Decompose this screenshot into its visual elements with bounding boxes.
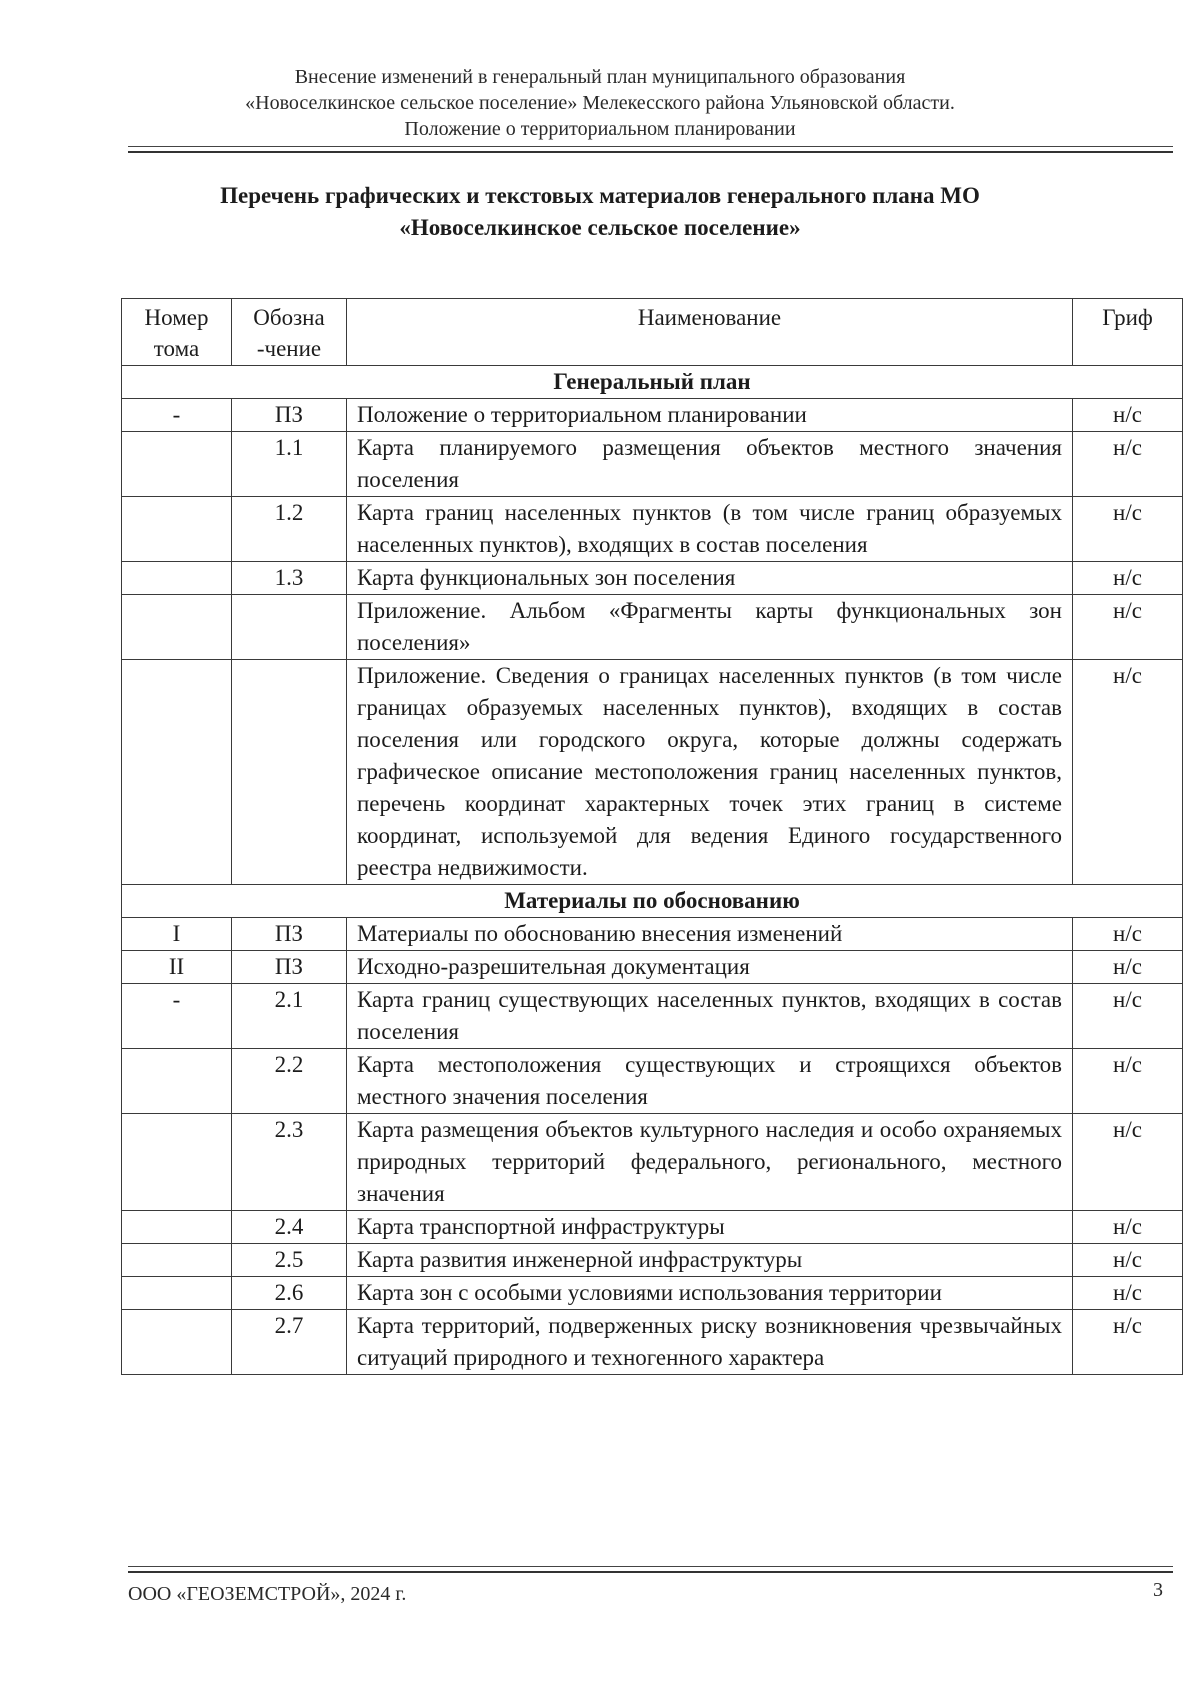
name-cell: Карта территорий, подверженных риску возникновения чрезвычайных ситуаций природного и техногенного характера xyxy=(347,1310,1073,1375)
section-justification-row xyxy=(122,885,1183,918)
header-designation-line-1: Обозна xyxy=(253,305,325,330)
stamp-cell: н/с xyxy=(1073,984,1183,1049)
table-row xyxy=(122,1211,1183,1244)
name-cell: Карта транспортной инфраструктуры xyxy=(347,1211,1073,1244)
name-cell: Приложение. Сведения о границах населенных пунктов (в том числе границах образуемых населенных пунктов), входящих в состав поселения или городского округа, которые должны содержать графическое описание местоположения границ населенных пунктов, перечень координат характерных точек этих границ в системе координат, используемой для ведения Единого государственного реестра недвижимости. xyxy=(347,660,1073,885)
volume-cell: II xyxy=(122,951,232,984)
name-cell: Карта границ населенных пунктов (в том числе границ образуемых населенных пунктов), входящих в состав поселения xyxy=(347,497,1073,562)
footer-rule xyxy=(128,1566,1173,1573)
name-cell: Карта зон с особыми условиями использования территории xyxy=(347,1277,1073,1310)
title-line-1: Перечень графических и текстовых материалов генерального плана МО xyxy=(220,183,980,208)
stamp-cell: н/с xyxy=(1073,1277,1183,1310)
stamp-cell: н/с xyxy=(1073,951,1183,984)
table-row xyxy=(122,432,1183,497)
table-row xyxy=(122,497,1183,562)
designation-cell: 2.7 xyxy=(232,1310,347,1375)
designation-cell: 2.1 xyxy=(232,984,347,1049)
stamp-cell: н/с xyxy=(1073,432,1183,497)
stamp-cell: н/с xyxy=(1073,595,1183,660)
volume-cell xyxy=(122,1211,232,1244)
section-general-plan-heading: Генеральный план xyxy=(122,366,1183,399)
table-row xyxy=(122,984,1183,1049)
volume-cell: - xyxy=(122,984,232,1049)
volume-cell: - xyxy=(122,399,232,432)
table-row xyxy=(122,660,1183,885)
name-cell: Материалы по обоснованию внесения изменений xyxy=(347,918,1073,951)
volume-cell xyxy=(122,1277,232,1310)
designation-cell: ПЗ xyxy=(232,951,347,984)
stamp-cell: н/с xyxy=(1073,399,1183,432)
stamp-cell: н/с xyxy=(1073,497,1183,562)
header-stamp: Гриф xyxy=(1073,299,1183,366)
name-cell: Карта границ существующих населенных пунктов, входящих в состав поселения xyxy=(347,984,1073,1049)
header-line-2: «Новоселкинское сельское поселение» Мелекесского района Ульяновской области. xyxy=(245,92,955,114)
section-general-plan-row xyxy=(122,366,1183,399)
header-volume xyxy=(122,299,232,366)
designation-cell: 2.3 xyxy=(232,1114,347,1211)
table-row xyxy=(122,399,1183,432)
running-header xyxy=(100,64,1100,142)
name-cell: Карта функциональных зон поселения xyxy=(347,562,1073,595)
table-row xyxy=(122,595,1183,660)
volume-cell xyxy=(122,1244,232,1277)
stamp-cell: н/с xyxy=(1073,1211,1183,1244)
designation-cell: 2.4 xyxy=(232,1211,347,1244)
section-justification-heading: Материалы по обоснованию xyxy=(122,885,1183,918)
name-cell: Карта местоположения существующих и строящихся объектов местного значения поселения xyxy=(347,1049,1073,1114)
name-cell: Исходно-разрешительная документация xyxy=(347,951,1073,984)
header-rule xyxy=(128,146,1173,153)
volume-cell: I xyxy=(122,918,232,951)
stamp-cell: н/с xyxy=(1073,1310,1183,1375)
table-row xyxy=(122,562,1183,595)
document-title xyxy=(100,180,1100,244)
name-cell: Карта развития инженерной инфраструктуры xyxy=(347,1244,1073,1277)
name-cell: Карта планируемого размещения объектов местного значения поселения xyxy=(347,432,1073,497)
header-line-3: Положение о территориальном планировании xyxy=(404,118,796,140)
volume-cell xyxy=(122,1310,232,1375)
designation-cell: ПЗ xyxy=(232,399,347,432)
designation-cell xyxy=(232,595,347,660)
volume-cell xyxy=(122,562,232,595)
designation-cell: 1.3 xyxy=(232,562,347,595)
table-row xyxy=(122,951,1183,984)
table-row xyxy=(122,1049,1183,1114)
designation-cell: 2.6 xyxy=(232,1277,347,1310)
volume-cell xyxy=(122,432,232,497)
volume-cell xyxy=(122,1049,232,1114)
designation-cell: 1.2 xyxy=(232,497,347,562)
name-cell: Положение о территориальном планировании xyxy=(347,399,1073,432)
name-cell: Карта размещения объектов культурного наследия и особо охраняемых природных территорий федерального, регионального, местного значения xyxy=(347,1114,1073,1211)
header-line-1: Внесение изменений в генеральный план муниципального образования xyxy=(294,66,906,88)
designation-cell: 2.2 xyxy=(232,1049,347,1114)
volume-cell xyxy=(122,660,232,885)
volume-cell xyxy=(122,595,232,660)
table-row xyxy=(122,1277,1183,1310)
designation-cell xyxy=(232,660,347,885)
header-volume-line-2: тома xyxy=(153,336,200,361)
designation-cell: ПЗ xyxy=(232,918,347,951)
designation-cell: 1.1 xyxy=(232,432,347,497)
header-name: Наименование xyxy=(347,299,1073,366)
header-volume-line-1: Номер xyxy=(144,305,209,330)
table-row xyxy=(122,1244,1183,1277)
volume-cell xyxy=(122,1114,232,1211)
volume-cell xyxy=(122,497,232,562)
designation-cell: 2.5 xyxy=(232,1244,347,1277)
name-cell: Приложение. Альбом «Фрагменты карты функциональных зон поселения» xyxy=(347,595,1073,660)
stamp-cell: н/с xyxy=(1073,1244,1183,1277)
table-row xyxy=(122,1114,1183,1211)
page-number: 3 xyxy=(1153,1579,1163,1601)
title-line-2: «Новоселкинское сельское поселение» xyxy=(399,215,801,240)
stamp-cell: н/с xyxy=(1073,1049,1183,1114)
stamp-cell: н/с xyxy=(1073,562,1183,595)
table-row xyxy=(122,918,1183,951)
stamp-cell: н/с xyxy=(1073,1114,1183,1211)
header-designation xyxy=(232,299,347,366)
table-header-row xyxy=(122,299,1183,366)
table-row xyxy=(122,1310,1183,1375)
footer-company: ООО «ГЕОЗЕМСТРОЙ», 2024 г. xyxy=(128,1583,407,1605)
stamp-cell: н/с xyxy=(1073,918,1183,951)
stamp-cell: н/с xyxy=(1073,660,1183,885)
materials-table xyxy=(121,298,1183,1375)
header-designation-line-2: -чение xyxy=(256,336,322,361)
